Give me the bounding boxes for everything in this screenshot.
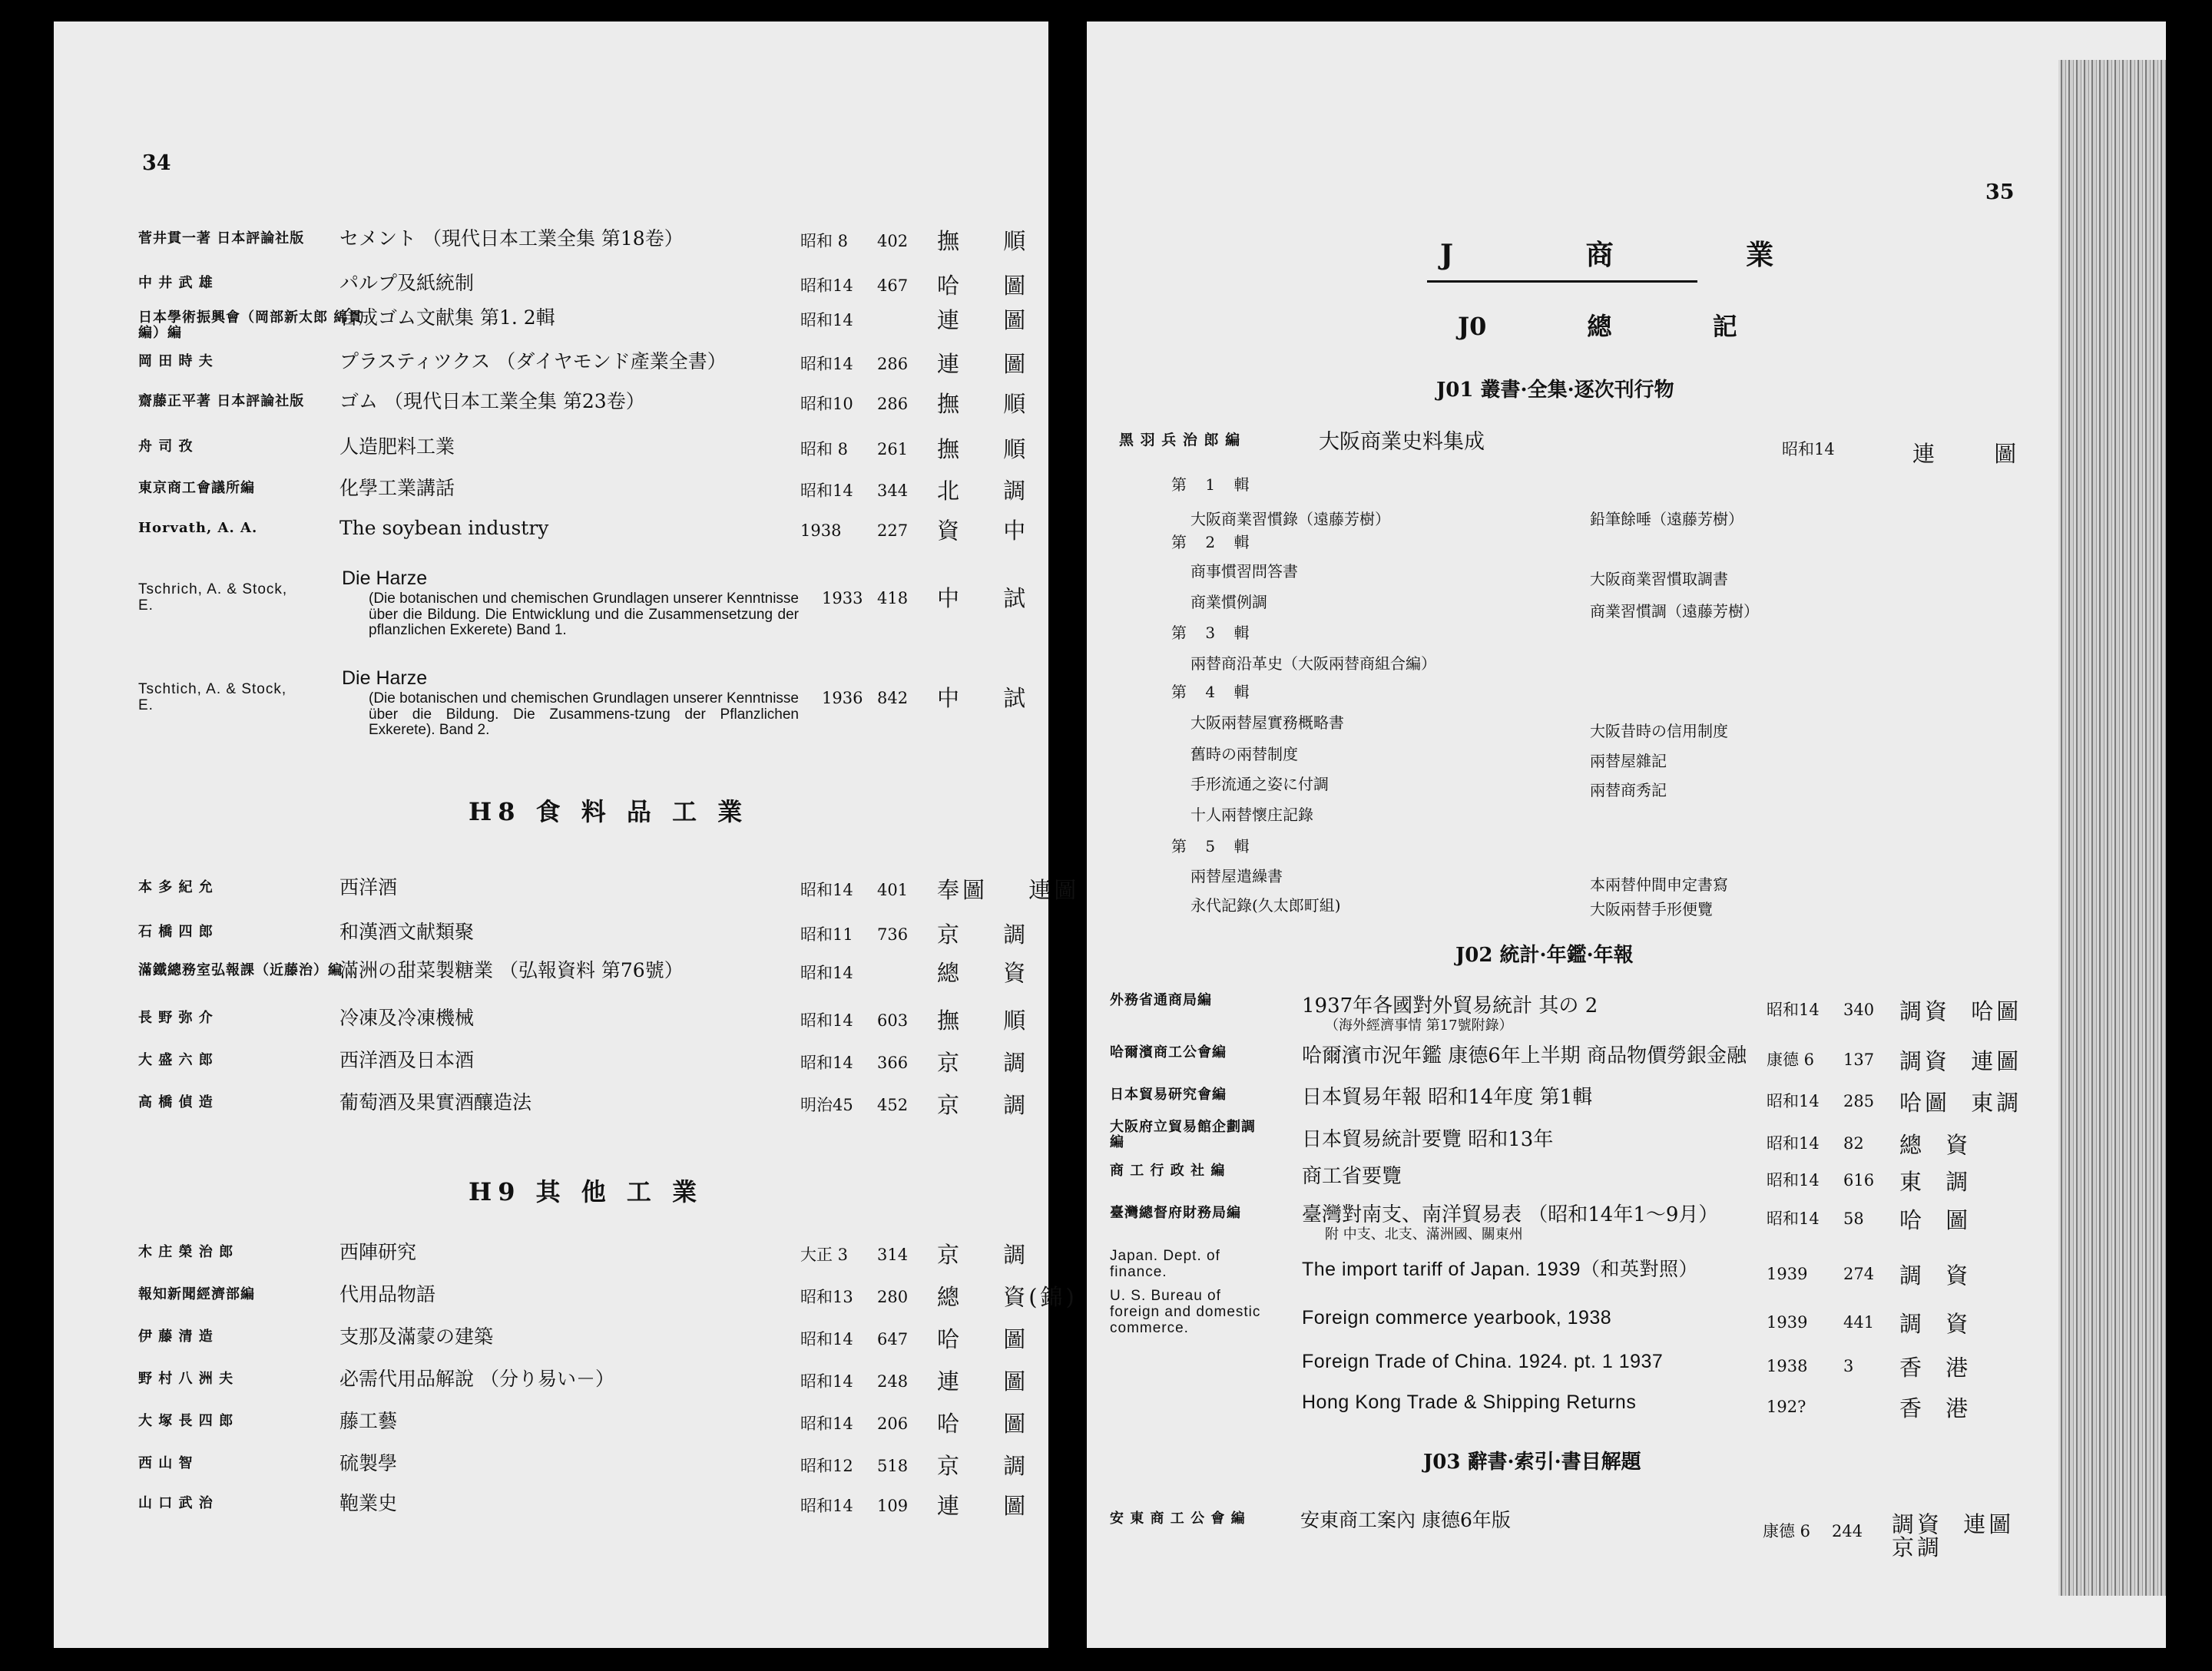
entry-pages: 206: [877, 1415, 909, 1433]
entry-author: 臺灣總督府財務局編: [1110, 1205, 1241, 1221]
entry-pages: 280: [877, 1288, 909, 1306]
entry-author: 菅井貫一著 日本評論社版: [138, 230, 305, 247]
entry-title: 合成ゴム文献集 第1. 2輯: [339, 306, 555, 329]
entry-author: Japan. Dept. of finance.: [1110, 1248, 1220, 1280]
entry-title: 冷凍及冷凍機械: [339, 1007, 475, 1029]
entry-year: 1939: [1767, 1265, 1808, 1283]
entry-title: 西洋酒: [339, 876, 398, 898]
volume-label: 第 4 輯: [1171, 683, 1250, 701]
entry-title: 日本貿易統計要覽 昭和13年: [1302, 1128, 1554, 1151]
j02-heading: J02 統計·年鑑·年報: [1455, 944, 1634, 967]
entry-pages: 286: [877, 395, 909, 413]
j01-title: 大阪商業史料集成: [1319, 430, 1485, 454]
entry-location: 哈 圖: [937, 1326, 1029, 1352]
entry-year: 昭和14: [800, 276, 853, 295]
entry-year: 昭和14: [1767, 1209, 1820, 1228]
entry-title: 人造肥料工業: [339, 435, 455, 458]
entry-location: 撫 順: [937, 391, 1029, 417]
volume-item-right: 鉛筆餘唾（遠藤芳樹）: [1590, 510, 1743, 528]
right-page: [1087, 22, 2166, 1648]
entry-author: 長 野 弥 介: [138, 1010, 214, 1026]
entry-location: 資 中: [937, 518, 1029, 544]
entry-year: 192?: [1767, 1398, 1806, 1416]
entry-title: 化學工業講話: [339, 477, 455, 499]
entry-location: 哈 圖: [937, 1411, 1029, 1437]
volume-item-right: 大阪兩替手形便覽: [1590, 900, 1713, 918]
entry-pages: 244: [1832, 1522, 1863, 1540]
sub-heading: J0 總 記: [1458, 312, 1737, 341]
entry-subtitle: 附 中支、北支、滿洲國、關東州: [1325, 1226, 1523, 1242]
entry-year: 昭和14: [800, 881, 853, 899]
entry-subtitle: （海外經濟事情 第17號附錄）: [1325, 1017, 1513, 1034]
entry-author: 東京商工會議所編: [138, 480, 255, 496]
entry-author: 大 塚 長 四 郎: [138, 1413, 234, 1429]
entry-year: 昭和14: [1767, 1092, 1820, 1110]
entry-title: 1937年各國對外貿易統計 其の 2: [1302, 994, 1598, 1017]
entry-location-2: 京調: [1892, 1534, 1943, 1560]
entry-year: 昭和14: [1767, 1134, 1820, 1153]
entry-pages: 58: [1843, 1209, 1864, 1228]
entry-location: 連 圖: [937, 1368, 1029, 1395]
entry-pages: 340: [1843, 1001, 1875, 1019]
entry-pages: 402: [877, 232, 909, 250]
entry-pages: 441: [1843, 1313, 1875, 1332]
entry-pages: 842: [877, 689, 909, 707]
entry-year: 昭和14: [800, 481, 853, 500]
entry-location: 東 調: [1899, 1169, 1972, 1195]
volume-item-left: 永代記錄(久太郎町組): [1190, 896, 1341, 915]
entry-year: 康德 6: [1767, 1051, 1815, 1069]
volume-label: 第 1 輯: [1171, 475, 1250, 494]
entry-pages: 274: [1843, 1265, 1875, 1283]
entry-location: 北 調: [937, 478, 1029, 504]
entry-pages: 344: [877, 481, 909, 500]
entry-year: 昭和12: [800, 1457, 853, 1475]
entry-author: 岡 田 時 夫: [138, 353, 214, 369]
entry-location: 香 港: [1899, 1355, 1972, 1381]
entry-author: 報知新聞經濟部編: [138, 1286, 255, 1302]
entry-location: 撫 順: [937, 1008, 1029, 1034]
entry-title: プラスティツクス （ダイヤモンド產業全書）: [339, 350, 727, 372]
entry-pages: 227: [877, 521, 909, 540]
section-heading-h8: H8 食 料 品 工 業: [469, 797, 749, 826]
entry-author: Tschtich, A. & Stock, E.: [138, 681, 287, 713]
entry-author: 木 庄 榮 治 郎: [138, 1244, 234, 1260]
entry-location: 連 圖: [937, 351, 1029, 377]
entry-pages: 418: [877, 589, 909, 607]
entry-title: The import tariff of Japan. 1939（和英對照）: [1302, 1259, 1698, 1280]
entry-year: 昭和 8: [800, 232, 849, 250]
entry-author: 舟 司 孜: [138, 438, 194, 455]
entry-pages: 286: [877, 355, 909, 373]
entry-location: 總 資: [937, 960, 1029, 986]
entry-title: パルプ及紙統制: [339, 272, 475, 294]
entry-year: 昭和14: [800, 1415, 853, 1433]
entry-author: Tschrich, A. & Stock, E.: [138, 581, 288, 614]
entry-author: 大 盛 六 郎: [138, 1052, 214, 1068]
entry-author: 商 工 行 政 社 編: [1110, 1163, 1226, 1179]
volume-item-right: 大阪昔時の信用制度: [1590, 722, 1728, 740]
entry-title: 西陣研究: [339, 1241, 417, 1263]
entry-pages: 647: [877, 1330, 909, 1348]
entry-pages: 3: [1843, 1357, 1854, 1375]
entry-year: 昭和14: [800, 311, 853, 329]
page-number-right: 35: [1985, 180, 2015, 204]
entry-author: 大阪府立貿易館企劃調編: [1110, 1119, 1256, 1150]
j01-heading: J01 叢書·全集·逐次刊行物: [1436, 379, 1674, 402]
entry-pages: 248: [877, 1372, 909, 1391]
entry-location: 總 資: [1899, 1132, 1972, 1158]
entry-pages: 314: [877, 1246, 909, 1264]
entry-author: 中 井 武 雄: [138, 275, 214, 291]
entry-location: 調資 連圖: [1892, 1511, 2015, 1537]
entry-title: 西洋酒及日本酒: [339, 1049, 475, 1071]
entry-pages: 137: [1843, 1051, 1875, 1069]
entry-title: 安東商工案內 康德6年版: [1300, 1509, 1511, 1531]
entry-year: 1938: [1767, 1357, 1808, 1375]
volume-item-left: 商事慣習問答書: [1190, 562, 1298, 581]
volume-label: 第 2 輯: [1171, 533, 1250, 551]
entry-year: 昭和14: [800, 1011, 853, 1030]
entry-author: U. S. Bureau of foreign and domestic commerce.: [1110, 1288, 1261, 1336]
entry-year: 昭和 8: [800, 440, 849, 458]
entry-title: 葡萄酒及果實酒釀造法: [339, 1091, 532, 1113]
entry-year: 昭和14: [800, 1330, 853, 1348]
entry-location: 中 試: [937, 585, 1029, 611]
entry-author: 山 口 武 治: [138, 1495, 214, 1511]
entry-year: 1938: [800, 521, 842, 540]
entry-author: 野 村 八 洲 夫: [138, 1371, 234, 1387]
entry-author: 齋藤正平著 日本評論社版: [138, 393, 305, 409]
entry-title: 硫製學: [339, 1452, 398, 1474]
entry-year: 昭和14: [1767, 1001, 1820, 1019]
entry-pages: 452: [877, 1096, 909, 1114]
entry-title: Foreign Trade of China. 1924. pt. 1 1937: [1302, 1351, 1664, 1372]
entry-pages: 366: [877, 1054, 909, 1072]
entry-year: 昭和10: [800, 395, 853, 413]
entry-location: 哈 圖: [1899, 1207, 1972, 1233]
entry-title: 日本貿易年報 昭和14年度 第1輯: [1302, 1086, 1593, 1109]
entry-year: 1939: [1767, 1313, 1808, 1332]
entry-location: 京 調: [937, 1242, 1029, 1268]
volume-item-right: 商業習慣調（遠藤芳樹）: [1590, 602, 1759, 620]
entry-title: 鞄業史: [339, 1492, 398, 1514]
left-page: [54, 22, 1080, 1648]
entry-location: 京 調: [937, 1050, 1029, 1076]
volume-item-left: 大阪商業習慣錄（遠藤芳樹）: [1190, 510, 1390, 528]
entry-location: 哈圖 東調: [1899, 1090, 2022, 1116]
entry-author: 伊 藤 清 造: [138, 1329, 214, 1345]
j03-heading: J03 辭書·索引·書目解題: [1423, 1451, 1641, 1474]
volume-item-left: 十人兩替懷庄記錄: [1190, 806, 1313, 824]
entry-title: 代用品物語: [339, 1283, 436, 1305]
entry-year: 昭和13: [800, 1288, 853, 1306]
entry-pages: 603: [877, 1011, 909, 1030]
entry-title: 臺灣對南支、南洋貿易表 （昭和14年1〜9月）: [1302, 1203, 1719, 1226]
heading-rule: [1427, 280, 1697, 283]
entry-location: 調 資: [1899, 1311, 1972, 1337]
main-heading: J 商 業: [1440, 239, 1774, 271]
entry-location: 中 試: [937, 685, 1029, 711]
volume-item-left: 手形流通之姿に付調: [1190, 775, 1329, 793]
entry-location: 調 資: [1899, 1262, 1972, 1289]
entry-author: 日本貿易研究會編: [1110, 1087, 1227, 1103]
entry-year: 明治45: [800, 1096, 853, 1114]
entry-location: 京 調: [937, 1092, 1029, 1118]
entry-title: 哈爾濱市況年鑑 康德6年上半期 商品物價勞銀金融: [1302, 1044, 1747, 1067]
entry-author: 日本學術振興會（岡部新太郎 綿貫 編）編: [138, 309, 363, 341]
entry-pages: 467: [877, 276, 909, 295]
entry-year: 大正 3: [800, 1246, 849, 1264]
entry-location: 調資 哈圖: [1899, 998, 2022, 1024]
j01-location: 連 圖: [1912, 441, 2020, 467]
entry-author: 高 橋 偵 造: [138, 1094, 214, 1110]
volume-label: 第 5 輯: [1171, 837, 1250, 855]
entry-year: 昭和14: [800, 1372, 853, 1391]
entry-location: 調資 連圖: [1899, 1048, 2022, 1074]
entry-title: The soybean industry: [339, 517, 549, 539]
entry-pages: 518: [877, 1457, 909, 1475]
volume-item-right: 兩替屋雜記: [1590, 752, 1667, 770]
entry-year: 康德 6: [1763, 1522, 1811, 1540]
entry-author: 西 山 智: [138, 1455, 194, 1471]
entry-location: 總 資(錦): [937, 1284, 1078, 1310]
volume-item-right: 大阪商業習慣取調書: [1590, 570, 1728, 588]
entry-author: 滿鐵總務室弘報課（近藤治）編: [138, 962, 343, 978]
entry-title: Foreign commerce yearbook, 1938: [1302, 1307, 1612, 1329]
entry-title: 藤工藝: [339, 1410, 398, 1432]
entry-title: 商工省要覽: [1302, 1165, 1402, 1188]
entry-location: 京 調: [937, 922, 1029, 948]
entry-title: Die Harze: [342, 567, 428, 589]
entry-title: ゴム （現代日本工業全集 第23卷）: [339, 390, 645, 412]
volume-item-right: 兩替商秀記: [1590, 781, 1667, 799]
entry-title: 和漢酒文献類聚: [339, 921, 475, 943]
entry-year: 昭和11: [800, 925, 853, 944]
entry-subtitle: (Die botanischen und chemischen Grundlagen unserer Kenntnisse über die Bildung. Die Entwicklung und die Zusammensetzung der pflanzlichen Exkerete) Band 1.: [369, 591, 799, 639]
entry-title: 必需代用品解說 （分り易い－）: [339, 1368, 614, 1390]
entry-year: 1933: [822, 589, 863, 607]
entry-pages: 616: [1843, 1171, 1875, 1190]
volume-item-left: 舊時の兩替制度: [1190, 745, 1298, 763]
j01-year: 昭和14: [1782, 440, 1835, 458]
entry-pages: 285: [1843, 1092, 1875, 1110]
page-edge: [2058, 60, 2166, 1596]
entry-subtitle: (Die botanischen und chemischen Grundlagen unserer Kenntnisse über die Bildung. Die Zusammens-tzung der Pflanzlichen Exkerete). Band 2.: [369, 690, 799, 739]
entry-year: 昭和14: [800, 355, 853, 373]
section-heading-h9: H9 其 他 工 業: [469, 1177, 704, 1206]
entry-year: 昭和14: [1767, 1171, 1820, 1190]
entry-title: Die Harze: [342, 667, 428, 689]
entry-location: 奉圖 連圖: [937, 877, 1080, 903]
entry-location: 撫 順: [937, 436, 1029, 462]
entry-pages: 261: [877, 440, 909, 458]
entry-location: 連 圖: [937, 307, 1029, 333]
volume-item-right: 本兩替仲間申定書寫: [1590, 875, 1728, 894]
volume-item-left: 兩替屋遣繰書: [1190, 867, 1283, 885]
entry-author: 安 東 商 工 公 會 編: [1110, 1511, 1246, 1527]
entry-pages: 736: [877, 925, 909, 944]
entry-pages: 82: [1843, 1134, 1864, 1153]
entry-title: 滿洲の甜菜製糖業 （弘報資料 第76號）: [339, 959, 684, 981]
entry-location: 撫 順: [937, 228, 1029, 254]
entry-year: 昭和14: [800, 1054, 853, 1072]
entry-pages: 109: [877, 1497, 909, 1515]
entry-location: 京 調: [937, 1453, 1029, 1479]
page-number-left: 34: [142, 151, 171, 175]
entry-year: 昭和14: [800, 964, 853, 982]
entry-year: 1936: [822, 689, 863, 707]
entry-title: セメント （現代日本工業全集 第18卷）: [339, 227, 684, 250]
entry-author: 哈爾濱商工公會編: [1110, 1044, 1227, 1061]
entry-location: 哈 圖: [937, 273, 1029, 299]
entry-location: 香 港: [1899, 1395, 1972, 1421]
entry-year: 昭和14: [800, 1497, 853, 1515]
entry-title: 支那及滿蒙の建築: [339, 1325, 494, 1348]
entry-location: 連 圖: [937, 1493, 1029, 1519]
entry-title: Hong Kong Trade & Shipping Returns: [1302, 1391, 1637, 1413]
entry-author: Horvath, A. A.: [138, 520, 258, 536]
entry-pages: 401: [877, 881, 909, 899]
volume-item-left: 兩替商沿革史（大阪兩替商組合編）: [1190, 654, 1436, 673]
volume-label: 第 3 輯: [1171, 624, 1250, 642]
entry-author: 本 多 紀 允: [138, 879, 214, 895]
j01-author: 黑 羽 兵 治 郎 編: [1119, 432, 1241, 448]
entry-author: 外務省通商局編: [1110, 992, 1212, 1008]
entry-author: 石 橋 四 郎: [138, 924, 214, 940]
volume-item-left: 商業慣例調: [1190, 593, 1267, 611]
volume-item-left: 大阪兩替屋實務概略書: [1190, 713, 1344, 732]
